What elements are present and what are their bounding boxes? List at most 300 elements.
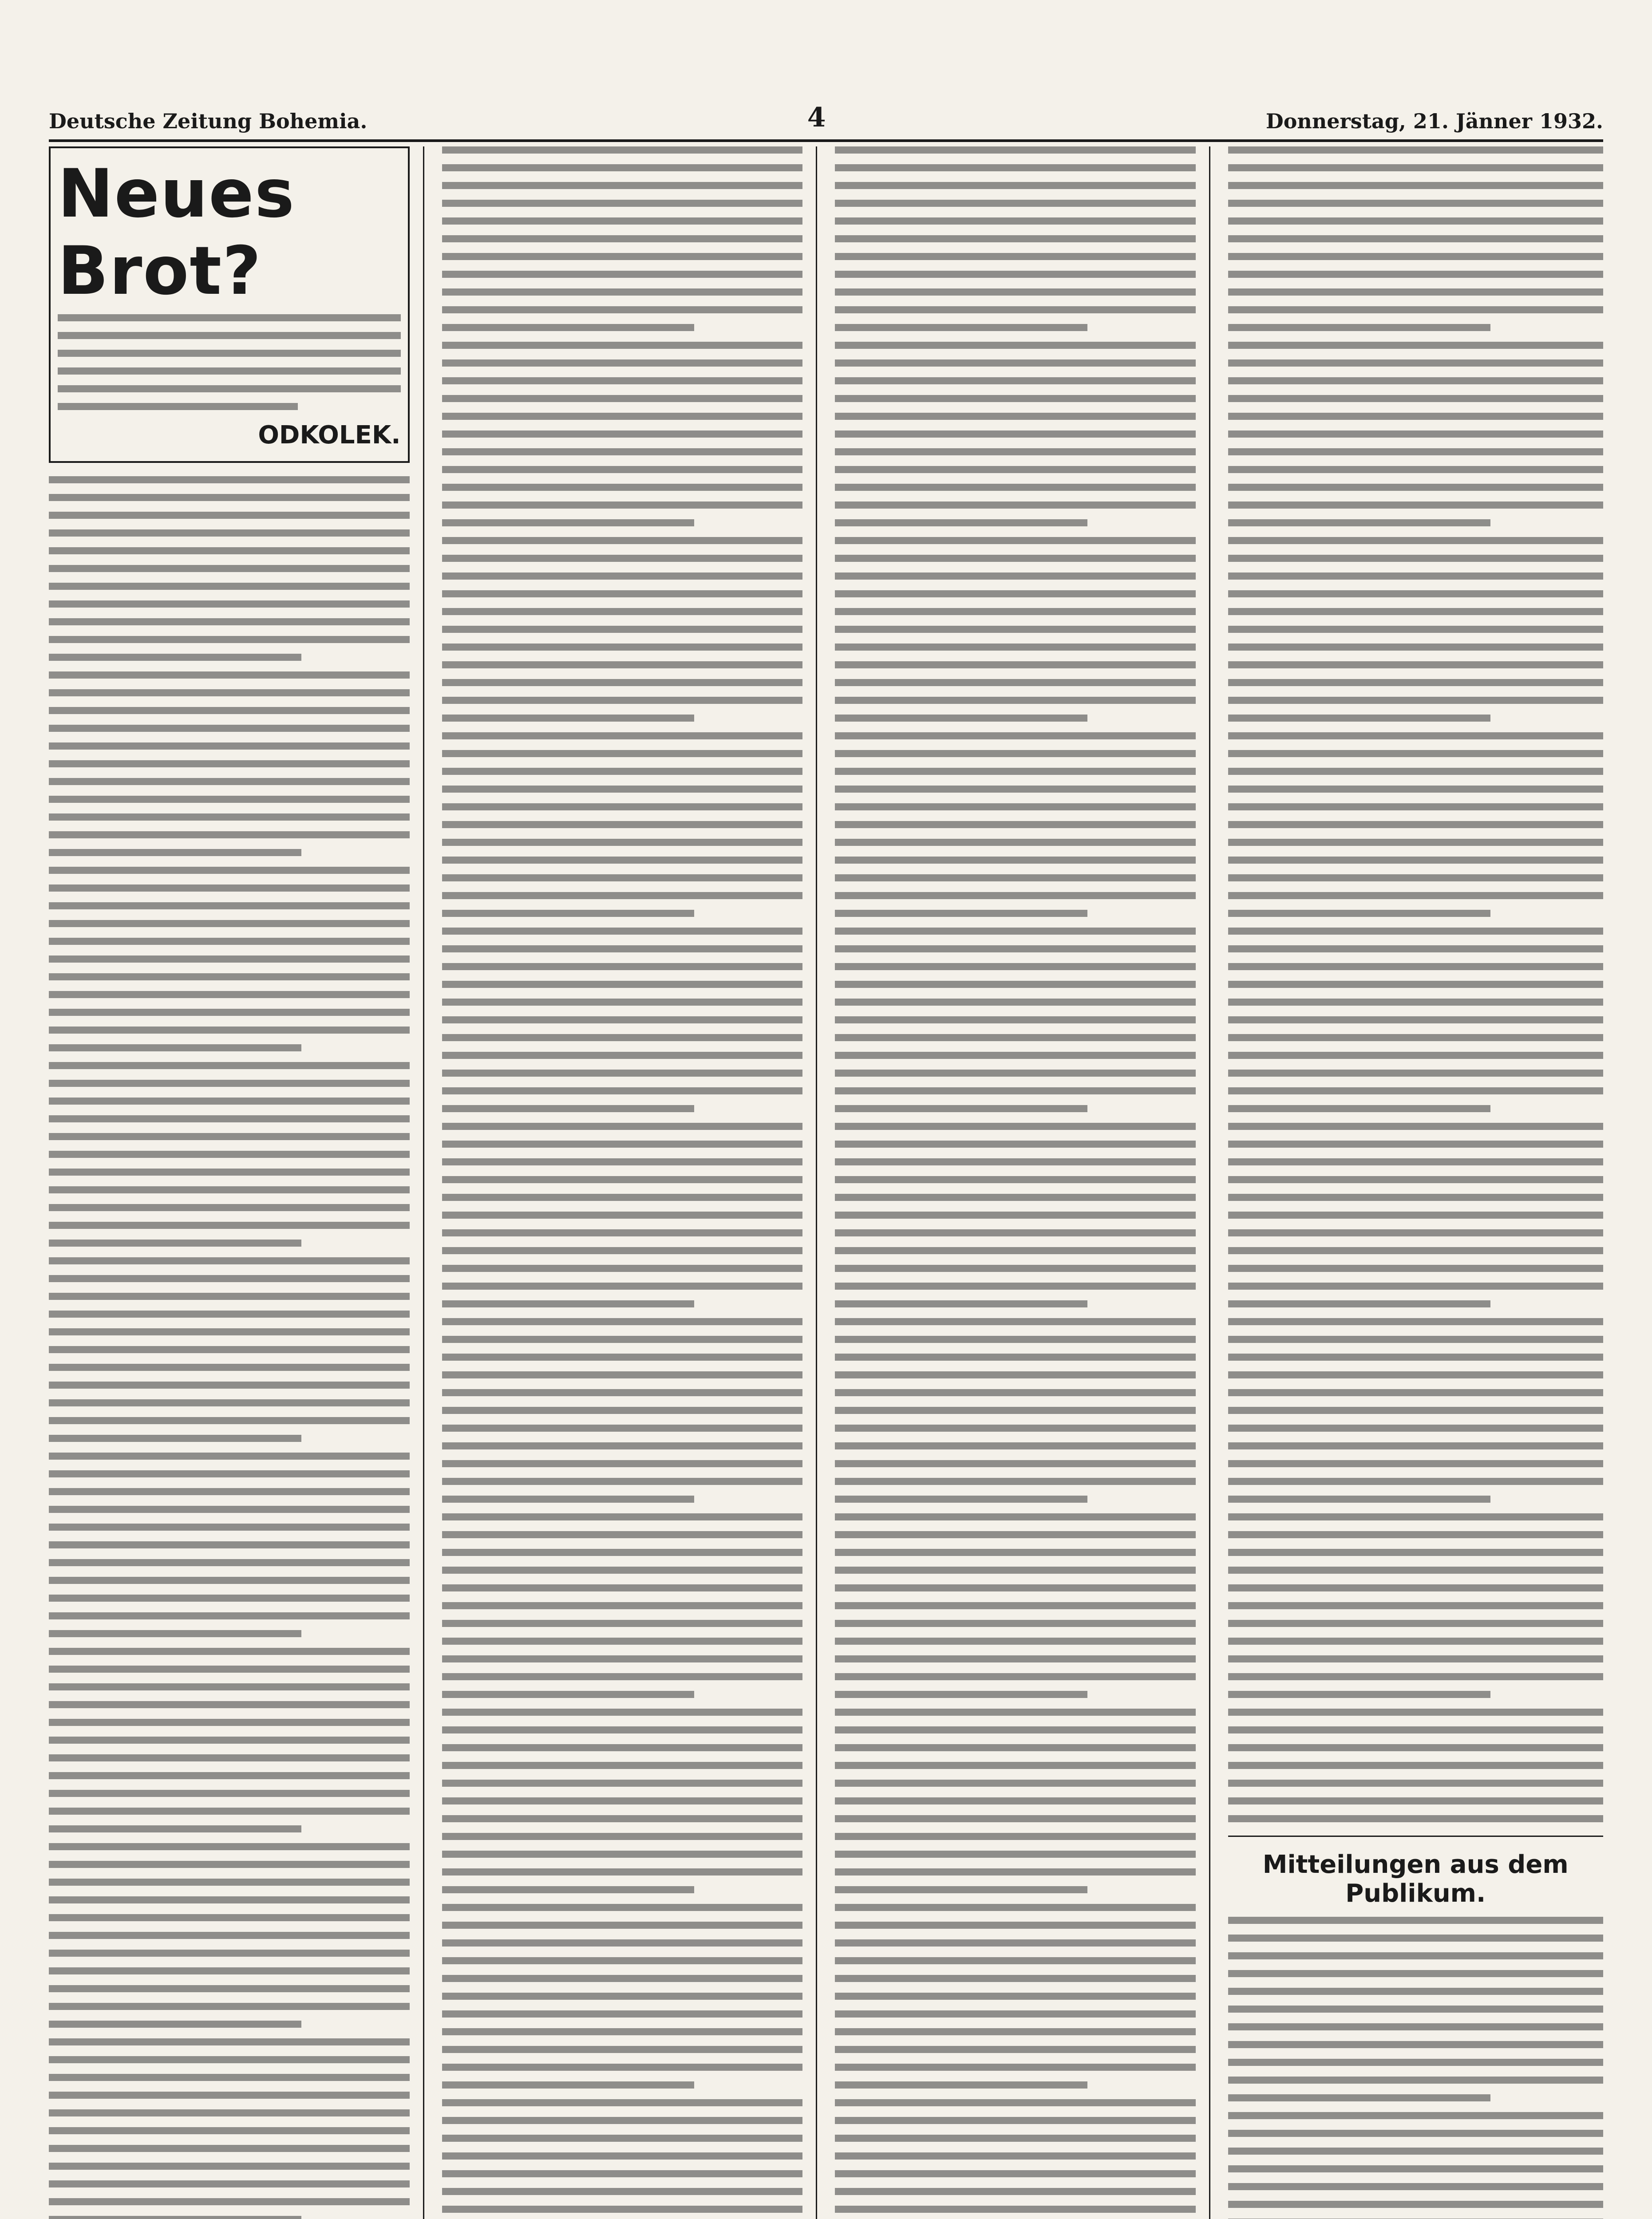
text-line xyxy=(49,2074,410,2081)
text-line xyxy=(442,1744,803,1751)
text-line xyxy=(835,1016,1196,1023)
text-line xyxy=(835,1904,1196,1911)
text-line xyxy=(1228,395,1604,402)
text-line xyxy=(835,2010,1196,2018)
text-line xyxy=(835,2099,1196,2106)
text-line xyxy=(442,182,803,189)
text-line xyxy=(442,1780,803,1787)
text-line xyxy=(1228,1371,1604,1378)
text-line xyxy=(835,235,1196,242)
text-line xyxy=(1228,1425,1604,1432)
text-line xyxy=(1228,1478,1604,1485)
text-line xyxy=(835,1602,1196,1609)
text-line xyxy=(49,1275,410,1282)
text-line xyxy=(442,1407,803,1414)
text-line xyxy=(1228,1389,1604,1396)
text-line xyxy=(1228,1052,1604,1059)
text-line xyxy=(49,1612,410,1619)
text-line xyxy=(442,1904,803,1911)
text-line xyxy=(442,768,803,775)
text-line xyxy=(1228,1442,1604,1449)
text-line xyxy=(835,1354,1196,1361)
text-line xyxy=(835,377,1196,384)
text-line xyxy=(835,217,1196,225)
text-line xyxy=(442,466,803,473)
text-line xyxy=(835,857,1196,864)
text-line xyxy=(442,661,803,668)
text-line xyxy=(1228,661,1604,668)
text-line xyxy=(835,1797,1196,1804)
text-line xyxy=(1228,1935,1604,1942)
text-line xyxy=(49,689,410,696)
text-line xyxy=(1228,1780,1604,1787)
text-line xyxy=(49,1311,410,1318)
text-line xyxy=(49,1080,410,1087)
text-line xyxy=(49,1524,410,1531)
text-line xyxy=(442,146,803,154)
text-line xyxy=(1228,1917,1604,1924)
text-line xyxy=(1228,306,1604,313)
text-line xyxy=(442,1620,803,1627)
text-line xyxy=(49,1488,410,1495)
text-line xyxy=(835,2046,1196,2053)
text-line xyxy=(49,1240,301,1247)
text-line xyxy=(1228,1354,1604,1361)
text-line xyxy=(442,555,803,562)
text-line xyxy=(49,1169,410,1176)
text-line xyxy=(835,1176,1196,1183)
text-line xyxy=(442,1549,803,1556)
text-line xyxy=(835,1886,1087,1893)
text-line xyxy=(835,1194,1196,1201)
text-line xyxy=(49,1790,410,1797)
text-line xyxy=(49,1595,410,1602)
text-line xyxy=(835,644,1196,651)
text-line xyxy=(49,760,410,767)
text-line xyxy=(49,2021,301,2028)
text-line xyxy=(835,1513,1196,1520)
text-line xyxy=(1228,1247,1604,1254)
text-line xyxy=(442,981,803,988)
text-line xyxy=(835,768,1196,775)
text-line xyxy=(835,1283,1196,1290)
text-line xyxy=(1228,537,1604,544)
text-line xyxy=(442,2152,803,2160)
text-line xyxy=(442,1691,695,1698)
text-line xyxy=(1228,1141,1604,1148)
text-line xyxy=(49,1630,301,1637)
text-line xyxy=(442,1797,803,1804)
text-line xyxy=(1228,1513,1604,1520)
text-line xyxy=(49,1843,410,1850)
text-line xyxy=(1228,1620,1604,1627)
text-line xyxy=(835,697,1196,704)
text-line xyxy=(442,1655,803,1662)
text-line xyxy=(49,1364,410,1371)
text-line xyxy=(1228,555,1604,562)
newspaper-title: Deutsche Zeitung Bohemia. xyxy=(49,109,368,133)
text-line xyxy=(835,1460,1196,1467)
text-line xyxy=(49,1151,410,1158)
text-line xyxy=(442,2046,803,2053)
text-line xyxy=(835,413,1196,420)
text-line xyxy=(1228,1673,1604,1680)
text-line xyxy=(835,715,1087,722)
text-line xyxy=(49,1985,410,1992)
text-line xyxy=(1228,786,1604,793)
text-line xyxy=(442,750,803,757)
text-line xyxy=(1228,2201,1604,2208)
text-line xyxy=(835,1993,1196,2000)
text-line xyxy=(1228,715,1491,722)
text-line xyxy=(835,803,1196,810)
text-line xyxy=(835,501,1196,509)
text-line xyxy=(442,679,803,686)
text-line xyxy=(442,253,803,260)
text-line xyxy=(442,501,803,509)
ad-headline: Neues Brot? xyxy=(58,155,296,310)
text-line xyxy=(1228,1709,1604,1716)
text-line xyxy=(835,1638,1196,1645)
text-line xyxy=(442,590,803,597)
text-line xyxy=(835,324,1087,331)
text-line xyxy=(835,750,1196,757)
text-line xyxy=(442,2117,803,2124)
text-line xyxy=(49,1772,410,1779)
text-line xyxy=(49,902,410,909)
text-line xyxy=(835,732,1196,739)
text-line xyxy=(835,1478,1196,1485)
text-line xyxy=(835,1265,1196,1272)
text-line xyxy=(835,1922,1196,1929)
column-2 xyxy=(442,146,818,2219)
text-line xyxy=(49,742,410,750)
text-line xyxy=(835,1709,1196,1716)
text-line xyxy=(1228,1087,1604,1094)
text-line xyxy=(442,1087,803,1094)
text-line xyxy=(1228,750,1604,757)
text-line xyxy=(1228,1567,1604,1574)
text-line xyxy=(835,1158,1196,1165)
text-line xyxy=(1228,679,1604,686)
text-line xyxy=(442,324,695,331)
text-line xyxy=(835,466,1196,473)
text-line xyxy=(49,1346,410,1353)
ad-signature: ODKOLEK. xyxy=(258,421,401,450)
text-line xyxy=(442,1762,803,1769)
text-line xyxy=(835,1833,1196,1840)
text-line xyxy=(1228,2006,1604,2013)
text-line xyxy=(835,164,1196,171)
text-line xyxy=(442,1868,803,1875)
text-line xyxy=(835,1052,1196,1059)
text-line xyxy=(835,1762,1196,1769)
text-line xyxy=(49,1293,410,1300)
text-line xyxy=(1228,1762,1604,1769)
text-line xyxy=(49,973,410,980)
text-line xyxy=(835,679,1196,686)
text-line xyxy=(1228,1158,1604,1165)
text-line xyxy=(49,600,410,608)
text-line xyxy=(1228,1970,1604,1977)
text-line xyxy=(49,1825,301,1832)
text-line xyxy=(835,839,1196,846)
text-line xyxy=(442,1318,803,1325)
text-line xyxy=(442,1975,803,1982)
text-line xyxy=(835,2028,1196,2035)
text-line xyxy=(442,271,803,278)
text-line xyxy=(835,1212,1196,1219)
text-line xyxy=(49,1541,410,1548)
text-line xyxy=(442,1371,803,1378)
text-line xyxy=(835,342,1196,349)
text-line xyxy=(835,821,1196,828)
text-line xyxy=(1228,590,1604,597)
text-line xyxy=(49,796,410,803)
text-line xyxy=(1228,1797,1604,1804)
text-line xyxy=(1228,999,1604,1006)
text-line xyxy=(442,732,803,739)
text-line xyxy=(49,1470,410,1477)
text-line xyxy=(442,1993,803,2000)
text-line xyxy=(835,1780,1196,1787)
text-line xyxy=(49,1399,410,1406)
text-line xyxy=(835,1141,1196,1148)
text-line xyxy=(442,1052,803,1059)
text-line xyxy=(442,430,803,438)
text-line xyxy=(442,1442,803,1449)
text-line xyxy=(49,1506,410,1513)
text-line xyxy=(835,945,1196,952)
text-line xyxy=(442,626,803,633)
text-line xyxy=(1228,1460,1604,1467)
text-line xyxy=(442,2188,803,2195)
text-line xyxy=(1228,217,1604,225)
text-line xyxy=(442,1300,695,1307)
column-3 xyxy=(835,146,1210,2219)
text-line xyxy=(1228,1265,1604,1272)
text-line xyxy=(835,200,1196,207)
text-line xyxy=(442,1726,803,1733)
text-line xyxy=(442,608,803,615)
text-line xyxy=(1228,626,1604,633)
text-line xyxy=(1228,2041,1604,2048)
text-line xyxy=(835,1584,1196,1591)
text-line xyxy=(442,1531,803,1538)
text-line xyxy=(1228,1016,1604,1023)
text-line xyxy=(835,1105,1087,1112)
text-line xyxy=(1228,1655,1604,1662)
text-line xyxy=(442,1939,803,1947)
text-line xyxy=(442,963,803,970)
text-line xyxy=(835,1034,1196,1041)
text-line xyxy=(49,920,410,927)
text-line xyxy=(835,626,1196,633)
text-line xyxy=(49,2056,410,2063)
text-line xyxy=(442,1602,803,1609)
text-line xyxy=(442,1496,695,1503)
text-line xyxy=(1228,1283,1604,1290)
text-line xyxy=(1228,235,1604,242)
text-line xyxy=(835,2135,1196,2142)
text-line xyxy=(49,991,410,998)
text-line xyxy=(1228,1691,1491,1698)
text-line xyxy=(49,1098,410,1105)
text-line xyxy=(442,1158,803,1165)
text-line xyxy=(442,786,803,793)
text-line xyxy=(442,1389,803,1396)
text-line xyxy=(835,2206,1196,2213)
text-line xyxy=(835,2170,1196,2177)
text-line xyxy=(49,1666,410,1673)
text-line xyxy=(835,590,1196,597)
text-line xyxy=(49,1453,410,1460)
text-line xyxy=(49,1027,410,1034)
text-line xyxy=(1228,821,1604,828)
text-line xyxy=(49,2092,410,2099)
text-line xyxy=(442,715,695,722)
text-line xyxy=(835,555,1196,562)
text-line xyxy=(442,413,803,420)
text-line xyxy=(1228,892,1604,899)
text-line xyxy=(442,697,803,704)
text-line xyxy=(442,1070,803,1077)
text-line xyxy=(442,2010,803,2018)
text-line xyxy=(442,1016,803,1023)
text-line xyxy=(1228,1602,1604,1609)
text-line xyxy=(49,1559,410,1566)
text-line xyxy=(835,1957,1196,1964)
text-line xyxy=(1228,288,1604,296)
text-line xyxy=(49,1648,410,1655)
text-line xyxy=(442,537,803,544)
text-line xyxy=(442,1851,803,1858)
text-line xyxy=(835,1939,1196,1947)
text-line xyxy=(1228,466,1604,473)
text-line xyxy=(49,1222,410,1229)
text-line xyxy=(49,1186,410,1193)
text-line xyxy=(442,306,803,313)
text-line xyxy=(442,1709,803,1716)
text-line xyxy=(49,2198,410,2205)
text-line xyxy=(442,2064,803,2071)
text-line xyxy=(1228,519,1491,526)
text-line xyxy=(49,1861,410,1868)
text-line xyxy=(835,1496,1087,1503)
text-line xyxy=(835,1087,1196,1094)
text-line xyxy=(1228,1300,1491,1307)
text-line xyxy=(1228,697,1604,704)
text-line xyxy=(442,1886,695,1893)
text-line xyxy=(1228,1496,1491,1503)
text-line xyxy=(1228,981,1604,988)
text-line xyxy=(835,1407,1196,1414)
text-line xyxy=(835,1247,1196,1254)
text-line xyxy=(835,1726,1196,1733)
article-text-block xyxy=(1228,1917,1604,2219)
text-line xyxy=(442,1957,803,1964)
text-line xyxy=(1228,839,1604,846)
text-line xyxy=(835,519,1087,526)
column-1 xyxy=(49,146,424,2219)
text-line xyxy=(49,618,410,625)
text-line xyxy=(49,2163,410,2170)
text-line xyxy=(442,2081,695,2089)
text-line xyxy=(442,1513,803,1520)
article-columns xyxy=(49,146,1603,2219)
text-line xyxy=(835,182,1196,189)
text-line xyxy=(49,2145,410,2152)
text-line xyxy=(1228,910,1491,917)
text-line xyxy=(835,892,1196,899)
text-line xyxy=(1228,2059,1604,2066)
text-line xyxy=(49,831,410,838)
text-line xyxy=(835,1318,1196,1325)
text-line xyxy=(1228,200,1604,207)
text-line xyxy=(835,910,1087,917)
text-line xyxy=(49,1737,410,1744)
text-line xyxy=(1228,1952,1604,1959)
text-line xyxy=(1228,164,1604,171)
article-text-block xyxy=(49,476,410,2219)
text-line xyxy=(442,342,803,349)
text-line xyxy=(1228,324,1491,331)
text-line xyxy=(835,2064,1196,2071)
text-line xyxy=(442,200,803,207)
text-line xyxy=(1228,1105,1491,1112)
text-line xyxy=(49,529,410,537)
text-line xyxy=(49,636,410,643)
column-4 xyxy=(1228,146,1604,2219)
text-line xyxy=(1228,1123,1604,1130)
text-line xyxy=(835,1442,1196,1449)
text-line xyxy=(49,671,410,679)
text-line xyxy=(442,2099,803,2106)
text-line xyxy=(1228,182,1604,189)
text-line xyxy=(49,2180,410,2187)
text-line xyxy=(1228,768,1604,775)
text-line xyxy=(442,1229,803,1236)
text-line xyxy=(442,288,803,296)
text-line xyxy=(1228,430,1604,438)
text-line xyxy=(835,430,1196,438)
text-line xyxy=(1228,1034,1604,1041)
text-line xyxy=(835,981,1196,988)
text-line xyxy=(442,235,803,242)
text-line xyxy=(49,1257,410,1264)
text-line xyxy=(49,2038,410,2045)
text-line xyxy=(1228,1726,1604,1733)
text-line xyxy=(1228,413,1604,420)
text-line xyxy=(835,1655,1196,1662)
text-line xyxy=(1228,1176,1604,1183)
text-line xyxy=(49,476,410,483)
text-line xyxy=(49,2109,410,2116)
text-line xyxy=(442,1673,803,1680)
text-line xyxy=(49,956,410,963)
text-line xyxy=(49,1435,301,1442)
text-line xyxy=(49,1896,410,1903)
text-line xyxy=(49,1808,410,1815)
text-line xyxy=(442,484,803,491)
text-line xyxy=(835,1620,1196,1627)
text-line xyxy=(442,573,803,580)
text-line xyxy=(442,164,803,171)
text-line xyxy=(49,1115,410,1122)
text-line xyxy=(442,395,803,402)
text-line xyxy=(442,1336,803,1343)
article-text-block xyxy=(1228,146,1604,1822)
